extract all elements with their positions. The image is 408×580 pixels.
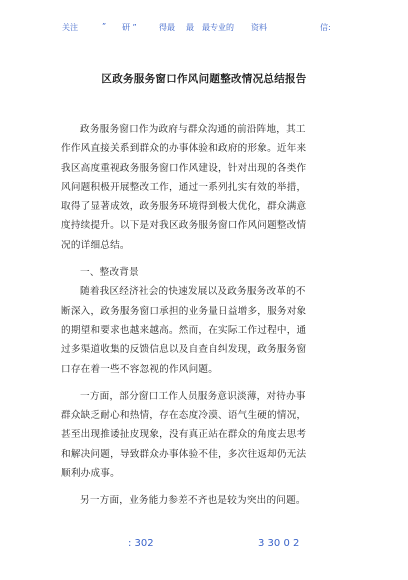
footer-left-text: : 302 xyxy=(128,538,154,549)
paragraph-line: 取得了显著成效，政务服务环境得到极大优化，群众满意 xyxy=(61,201,307,213)
paragraph-line: 况的详细总结。 xyxy=(61,239,130,251)
paragraph-line: 政务服务窗口作为政府与群众沟通的前沿阵地，其工 xyxy=(80,124,306,135)
footer-right-text: 3 30 0 2 xyxy=(258,538,300,549)
paragraph-line: 和解决问题，导致群众办事体验不佳，多次往返却仍无法 xyxy=(61,448,307,460)
footer-watermark-bar xyxy=(0,538,408,552)
paragraph-line: 的期望和要求也越来越高。然而，在实际工作过程中，通 xyxy=(61,324,307,336)
header-item: ” xyxy=(102,22,107,31)
header-watermark-bar xyxy=(0,22,408,36)
paragraph-line: 一方面，部分窗口工作人员服务意识淡薄，对待办事 xyxy=(80,390,306,402)
paragraph-line: 口存在着一些不容忽视的作风问题。 xyxy=(61,363,219,375)
header-item: 信: xyxy=(320,23,331,32)
paragraph-line: 群众缺乏耐心和热情，存在态度冷漠、语气生硬的情况， xyxy=(61,410,307,422)
paragraph-line: 随着我区经济社会的快速发展以及政务服务改革的不 xyxy=(80,286,306,298)
paragraph-line: 作作风直接关系到群众的办事体验和政府的形象。近年来 xyxy=(61,143,307,155)
paragraph-line: 顺利办成事。 xyxy=(61,468,120,480)
document-title: 区政务服务窗口作风问题整改情况总结报告 xyxy=(101,73,307,85)
header-item: 研 ” xyxy=(122,23,137,32)
paragraph-line: 过多渠道收集的反馈信息以及自查自纠发现，政务服务窗 xyxy=(61,344,307,356)
header-item: 关注 xyxy=(62,23,78,32)
header-item: 最 xyxy=(186,23,194,32)
paragraph-line: 另一方面，业务能力参差不齐也是较为突出的问题。 xyxy=(80,495,306,507)
paragraph-line: 我区高度重视政务服务窗口作风建设，针对出现的各类作 xyxy=(61,162,307,174)
header-item: 资料 xyxy=(251,23,267,32)
paragraph-line: 甚至出现推诿扯皮现象，没有真正站在群众的角度去思考 xyxy=(61,429,307,441)
document-body xyxy=(61,120,351,511)
paragraph-line: 风问题积极开展整改工作，通过一系列扎实有效的举措， xyxy=(61,181,307,193)
header-item: 最专业的 xyxy=(202,23,234,32)
section-heading: 一、整改背景 xyxy=(80,267,139,279)
paragraph-line: 断深入，政务服务窗口承担的业务量日益增多，服务对象 xyxy=(61,305,307,317)
paragraph-line: 度持续提升。以下是对我区政务服务窗口作风问题整改情 xyxy=(61,220,307,232)
header-item: 得最 xyxy=(159,23,175,32)
